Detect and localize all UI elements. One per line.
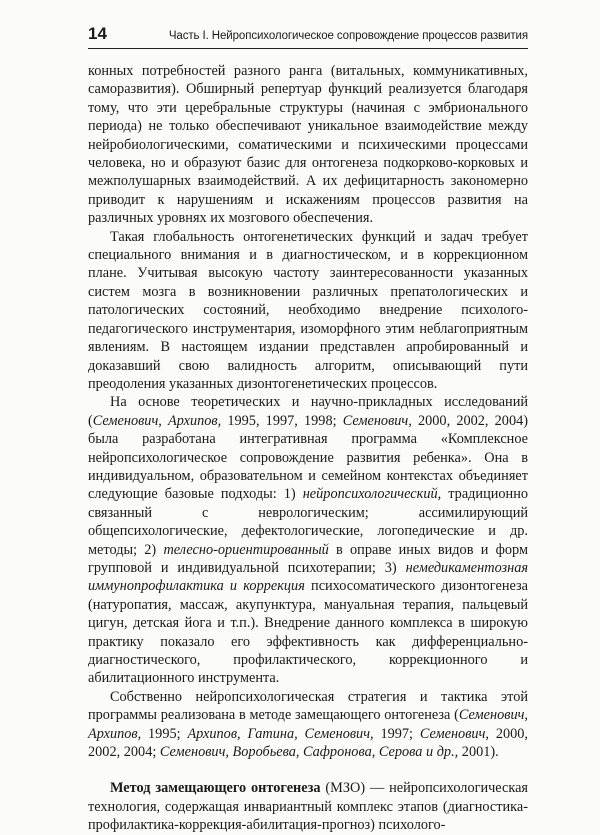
paragraph-3-text: 1995, 1997, 1998; [221, 412, 343, 429]
citation: Семенович, Архипов, [88, 707, 528, 742]
paragraph-4 [88, 688, 528, 762]
paragraph-5-text: (МЗО) — нейропсихологическая технология, содержащая инвариантный комплекс этапов (диагностика-профилактика-коррекция-абилитация-прогноз) психолого- [88, 780, 528, 834]
paragraph-4-text: 2000, 2002, 2004; [88, 725, 528, 761]
approach-term: нейропсихологический, [302, 486, 442, 503]
page-header [88, 24, 528, 49]
citation: Семенович, [419, 725, 489, 742]
approach-term: телесно-ориентированный [163, 541, 329, 558]
defined-term: Метод замещающего онтогенеза [110, 780, 321, 797]
paragraph-1: конных потребностей разного ранга (витальных, коммуникативных, саморазвития). Обширный репертуар функций реализуется благодаря тому, что эти церебральные структуры (начиная с эмбрионального периода) не только обеспечивают уникальное взаимодействие между нейробиологическими, соматическими и психическими процессами человека, но и образуют базис для онтогенеза подкорково-корковых и межполушарных взаимодействий. А их дефицитарность закономерно приводит к нарушениям и искажениям процессов развития на различных уровнях их мозгового обеспечения. [88, 63, 528, 227]
paragraph-3-text: психосоматического дизонтогенеза (натуропатия, массаж, акупунктура, мануальная терапия, пальцевый цигун, детская йога и т.п.). Внедрение данного комплекса в широкую практику показало его эффективность как дифференциально-диагностического, профилактического, коррекционного и абилитационного инструмента. [88, 578, 528, 687]
paragraph-3-text: в оправе иных видов и форм групповой и индивидуальной психотерапии; 3) [88, 541, 528, 576]
paragraph-3-text: 2000, 2002, 2004) была разработана интегративная программа «Комплексное нейропсихологическое сопровождение развития ребенка». Она в индивидуальном, образовательном и семейном контекстах объединяет следующие базовые подходы: 1) [88, 412, 528, 503]
citation: Семенович, Воробьева, Сафронова, Серова и др., [159, 744, 459, 761]
paragraph-2: Такая глобальность онтогенетических функций и задач требует специального внимания и в диагностическом, и в коррекционном плане. Учитывая высокую частоту заинтересованности указанных систем мозга в возникновении различных препатологических и патологических состояний, необходимо внедрение психолого-педагогического инструментария, изоморфного этим неблагоприятным явлениям. В настоящем издании представлен апробированный и доказавший свою валидность алгоритм, описывающий пути преодоления указанных дизонтогенетических процессов. [88, 228, 528, 392]
paragraph-3-text: традиционно связанный с неврологическим; ассимилирующий общепсихологические, дефектологические, логопедические и др. методы; 2) [88, 486, 528, 558]
paragraph-5 [88, 779, 528, 834]
citation: Архипов, Гатина, Семенович, [187, 725, 374, 742]
body-text [88, 62, 528, 835]
page-number: 14 [88, 24, 107, 43]
running-head: Часть I. Нейропсихологическое сопровождение процессов развития [168, 30, 528, 42]
paragraph-4-text: 1995; [141, 725, 188, 742]
paragraph-4-text: 2001). [458, 744, 499, 761]
citation: Семенович, Архипов, [92, 412, 222, 429]
paragraph-3-text: На основе теоретических и научно-прикладных исследований ( [88, 394, 528, 429]
paragraph-4-text: Собственно нейропсихологическая стратегия и тактика этой программы реализована в методе замещающего онтогенеза ( [88, 688, 528, 724]
paragraph-3 [88, 393, 528, 688]
approach-term: немедикаментозная иммунопрофилактика и коррекция [88, 559, 528, 595]
paragraph-4-text: 1997; [373, 725, 420, 742]
citation: Семенович, [342, 412, 412, 429]
